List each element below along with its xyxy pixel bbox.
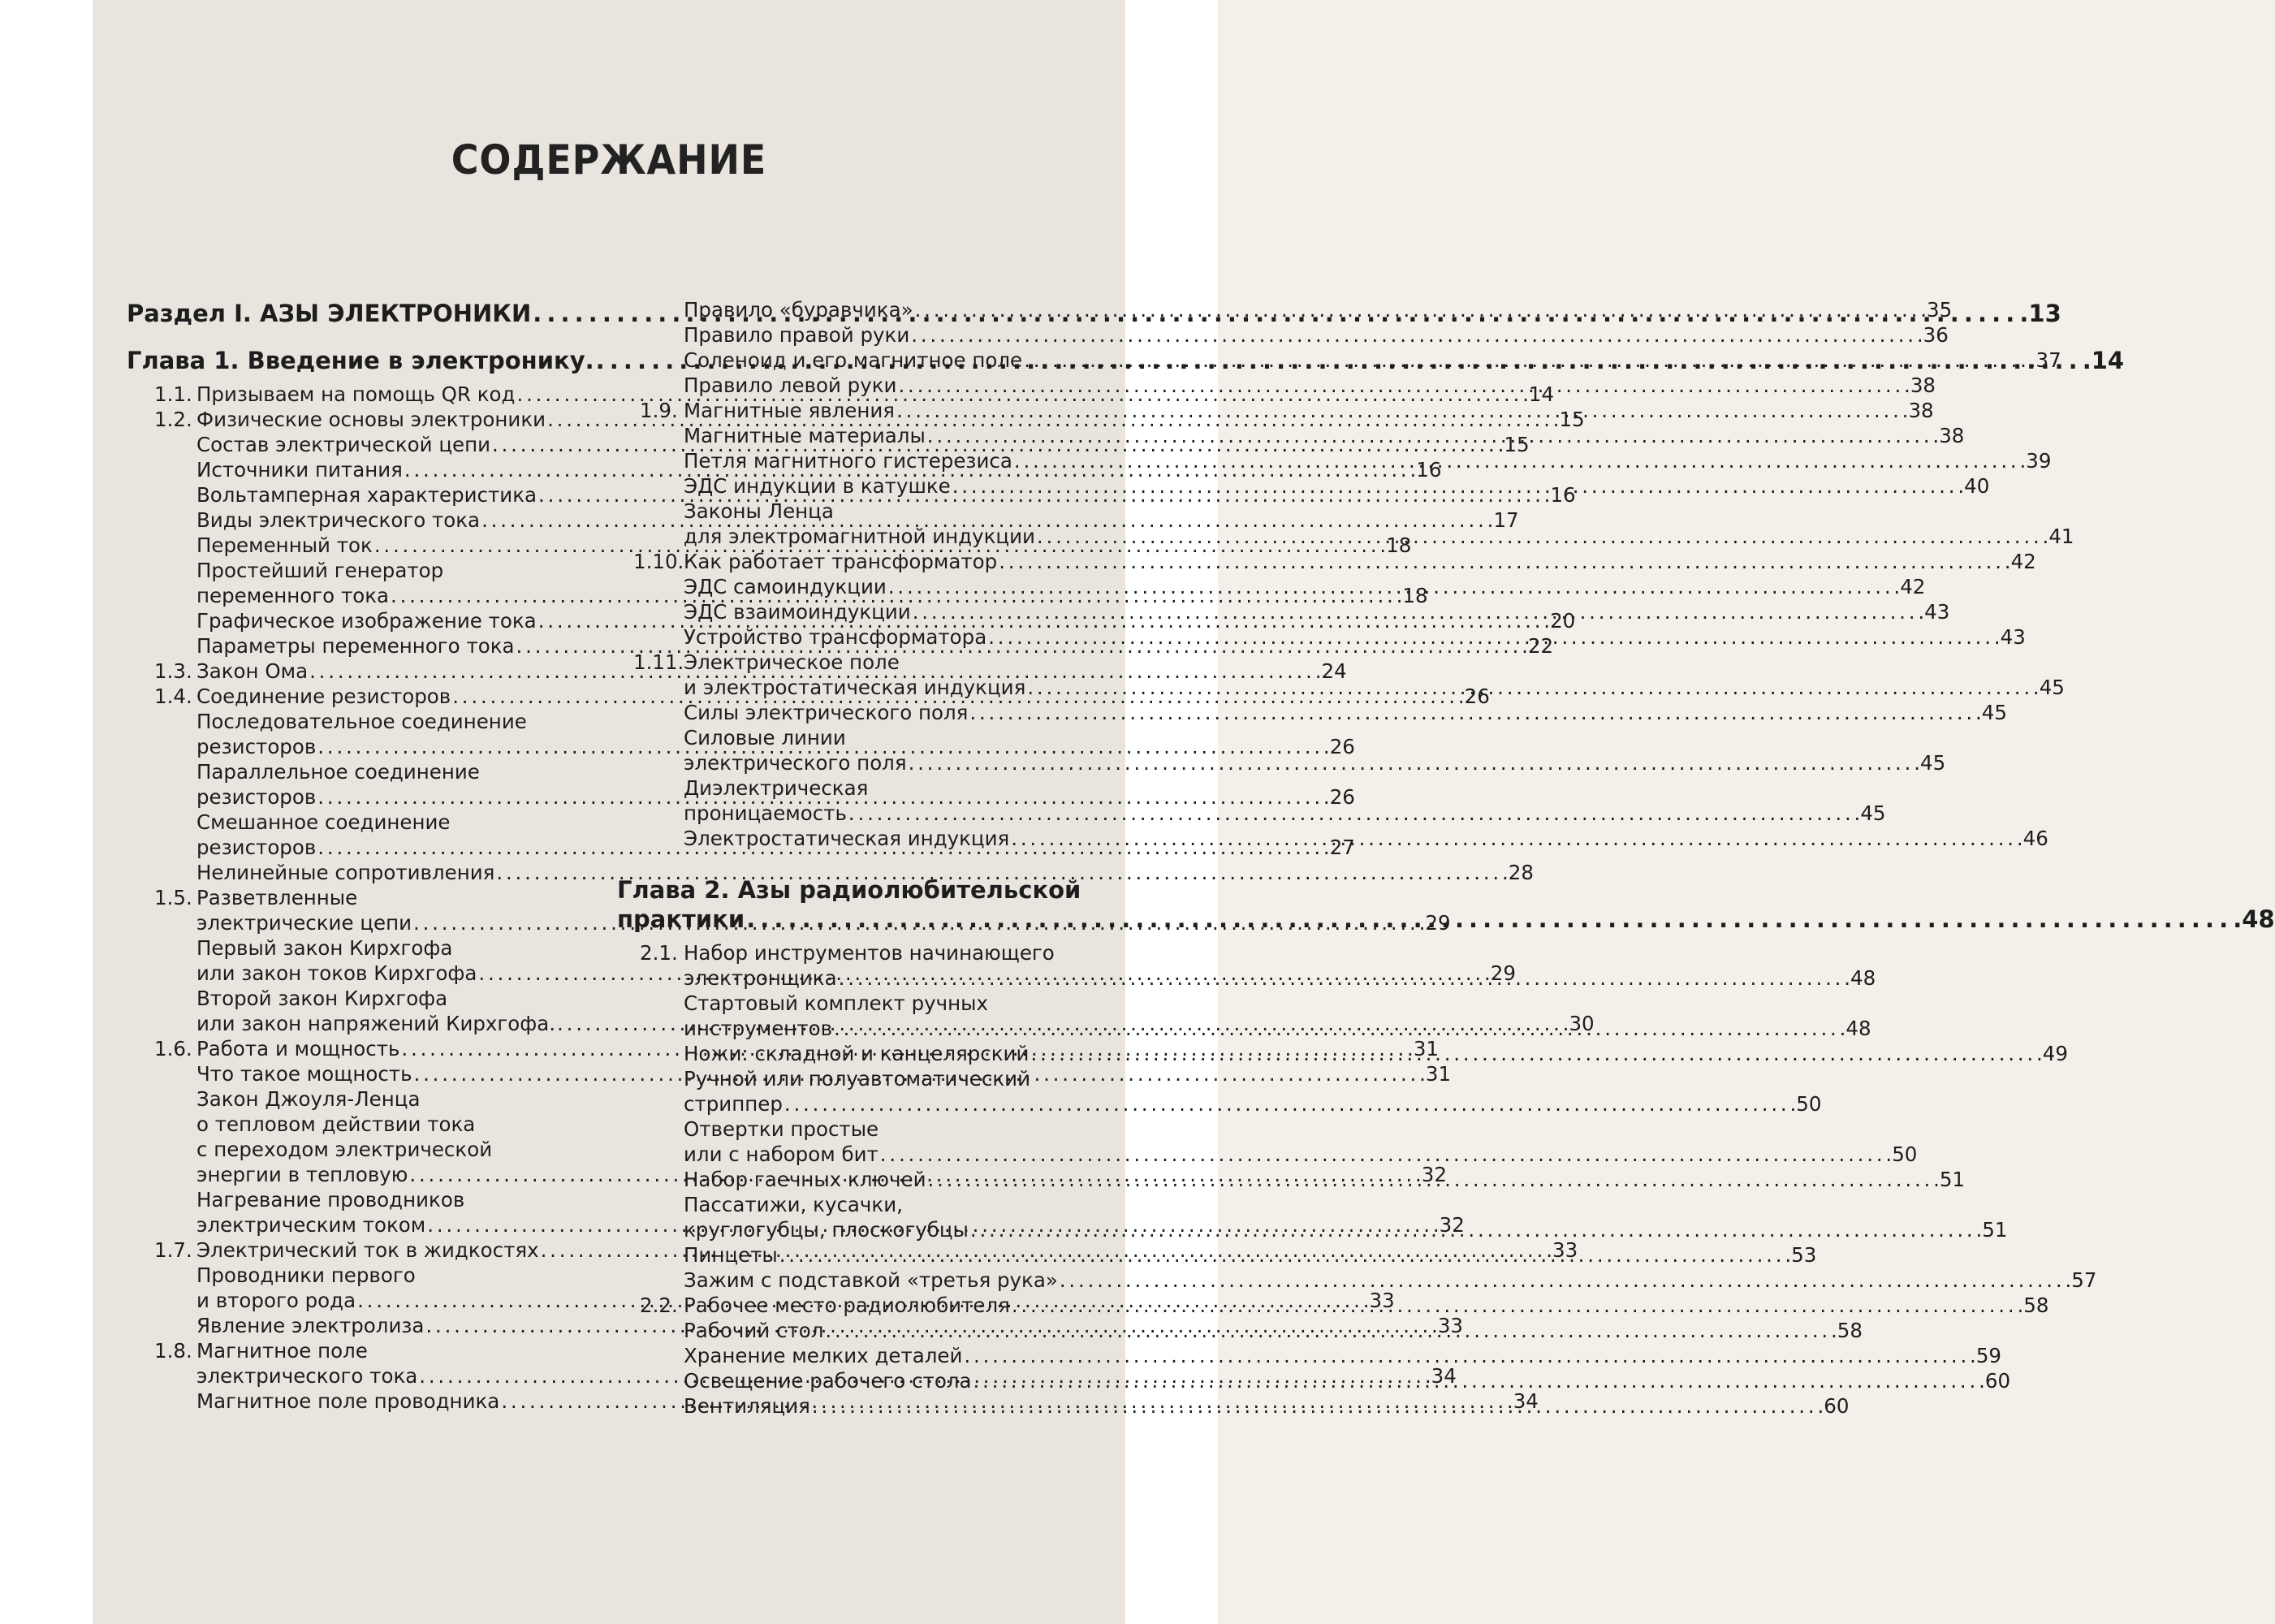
toc-label-line: Пассатижи, кусачки, [684, 1193, 903, 1216]
toc-page-number: 31 [1425, 1062, 1452, 1086]
toc-entry-body [684, 1343, 2001, 1368]
leader-dots [1011, 826, 2021, 851]
toc-label: или закон напряжений Кирхгофа. [196, 1012, 556, 1035]
toc-row [684, 1268, 2097, 1293]
toc-label: Рабочее место радиолюбителя [684, 1294, 1010, 1317]
toc-number: 1.10. [633, 550, 684, 573]
toc-label: и электростатическая индукция [684, 676, 1026, 699]
toc-subsection [617, 549, 2036, 574]
toc-label-line: Нагревание проводников [196, 1188, 465, 1212]
toc-label: Состав электрической цепи [196, 433, 491, 456]
toc-label: Нелинейные сопротивления [196, 861, 495, 884]
toc-number: 1.1. [154, 382, 192, 406]
toc-page-number: 45 [2039, 676, 2065, 699]
toc-page-number: 40 [1964, 474, 1990, 498]
toc-label: круглогубцы, плоскогубцы [684, 1218, 969, 1242]
toc-label: Электрический ток в жидкостях [196, 1238, 539, 1262]
toc-number: 1.5. [154, 886, 192, 909]
toc-page-number: 27 [1329, 836, 1355, 859]
toc-page-number: 48 [2242, 905, 2275, 933]
toc-label-line: Параллельное соединение [196, 760, 480, 784]
leader-dots [825, 1318, 1835, 1343]
toc-number: 1.3. [154, 659, 192, 683]
toc-label: Силы электрического поля [684, 701, 969, 724]
toc-page-number: 58 [2023, 1294, 2049, 1317]
toc-page-number: 41 [2048, 525, 2074, 548]
toc-label: Физические основы электроники [196, 408, 546, 431]
toc-label: практики [617, 905, 745, 933]
toc-label-line: Отвертки простые [684, 1117, 879, 1141]
toc-topic [617, 297, 1953, 322]
toc-entry [617, 700, 2007, 725]
leader-dots [1060, 1268, 2070, 1293]
leader-dots [784, 1091, 1794, 1116]
leader-dots [964, 1343, 1974, 1368]
toc-row [684, 549, 2036, 574]
toc-label: или с набором бит [684, 1142, 878, 1166]
toc-label: Набор гаечных ключей [684, 1168, 926, 1191]
toc-page-number: 49 [2042, 1042, 2068, 1065]
toc-topic [617, 1343, 2001, 1368]
toc-label: Вентиляция [684, 1394, 810, 1418]
toc-label: Виды электрического тока [196, 508, 481, 532]
toc-page-number: 20 [1550, 609, 1576, 633]
toc-entry-body [196, 860, 1534, 885]
toc-entry-body [684, 322, 1949, 348]
leader-dots [909, 750, 1919, 775]
toc-page-number: 39 [2026, 449, 2052, 473]
toc-page-number: 43 [2000, 625, 2026, 649]
toc-label: Источники питания [196, 458, 403, 482]
toc-label: для электромагнитной индукции [684, 525, 1035, 548]
toc-page-number: 37 [2035, 348, 2061, 372]
toc-label-line: Стартовый комплект ручных [684, 991, 988, 1015]
toc-page-number: 57 [2071, 1268, 2097, 1292]
toc-page-number: 51 [1982, 1218, 2008, 1242]
toc-page-number: 29 [1425, 911, 1451, 935]
toc-label: Устройство трансформатора [684, 625, 987, 649]
toc-topic [617, 348, 2061, 373]
toc-page-number: 45 [1981, 701, 2007, 724]
leader-dots [988, 624, 1998, 650]
toc-label: проницаемость [684, 801, 847, 825]
toc-label-line: Второй закон Кирхгофа [196, 987, 448, 1010]
leader-dots [973, 1368, 1983, 1393]
toc-label: Ножи: складной и канцелярский [684, 1042, 1030, 1065]
toc-label: резисторов [196, 785, 317, 809]
toc-page-number: 26 [1329, 735, 1355, 758]
toc-entry [617, 549, 2036, 574]
toc-page-number: 24 [1321, 659, 1347, 683]
toc-number: 1.11. [633, 650, 684, 674]
toc-label: Правило «буравчика» [684, 298, 913, 322]
toc-label: Хранение мелких деталей [684, 1344, 963, 1367]
leader-dots [779, 1242, 1789, 1268]
toc-row [684, 750, 1946, 775]
toc-label: Магнитные явления [684, 399, 896, 422]
toc-page-number: 16 [1550, 483, 1576, 507]
leader-dots [952, 473, 1962, 499]
toc-page-number: 28 [1508, 861, 1534, 884]
toc-label-line: Последовательное соединение [196, 710, 527, 733]
toc-row [684, 801, 1886, 826]
toc-label: Параметры переменного тока [196, 634, 515, 658]
toc-page-number: 46 [2022, 827, 2048, 850]
toc-topic [617, 700, 2007, 725]
toc-label-line: Магнитное поле [196, 1339, 368, 1363]
toc-label-line: Первый закон Кирхгофа [196, 936, 453, 960]
leader-dots [898, 373, 1908, 398]
toc-label: электрическим током [196, 1213, 426, 1237]
toc-page-number: 45 [1860, 801, 1886, 825]
toc-page-number: 17 [1493, 508, 1519, 532]
leader-dots [928, 1167, 1938, 1192]
toc-page-number: 16 [1416, 458, 1442, 482]
toc-entry-body [684, 700, 2007, 725]
leader-dots [927, 423, 1937, 448]
leader-dots [1037, 524, 2047, 549]
toc-label-line: Проводники первого [196, 1263, 416, 1287]
toc-page-number: 38 [1910, 374, 1936, 397]
toc-entry-body [684, 1268, 2097, 1293]
toc-label-line: Набор инструментов начинающего [684, 941, 1055, 965]
leader-dots [1014, 448, 2024, 473]
toc-page-number: 58 [1837, 1319, 1863, 1342]
toc-page-number: 32 [1421, 1163, 1447, 1186]
toc-page-number: 48 [1850, 966, 1876, 990]
toc-label: электрические цепи [196, 911, 412, 935]
leader-dots [834, 1016, 1844, 1041]
page-margin-left [0, 0, 93, 1624]
leader-dots [913, 599, 1923, 624]
toc-topic [127, 860, 1534, 885]
toc-topic [617, 322, 1949, 348]
toc-label-line: с переходом электрической [196, 1138, 493, 1161]
toc-label: инструментов [684, 1017, 833, 1040]
toc-label-line: Смешанное соединение [196, 810, 451, 834]
toc-label: Электростатическая индукция [684, 827, 1010, 850]
toc-label-line: Глава 2. Азы радиолюбительской [617, 876, 1081, 904]
toc-label-line: Закон Джоуля-Ленца [196, 1087, 421, 1111]
leader-dots [812, 1393, 1822, 1419]
leader-dots [848, 801, 1858, 826]
toc-page-number: 13 [2028, 300, 2061, 327]
toc-entry [617, 1116, 1918, 1167]
toc-page-number: 33 [1552, 1238, 1578, 1262]
toc-label: Вольтамперная характеристика [196, 483, 537, 507]
toc-label: Правило левой руки [684, 374, 897, 397]
toc-entry-body [684, 1116, 1918, 1167]
leader-dots [911, 322, 1921, 348]
toc-page-number: 14 [1528, 382, 1555, 406]
toc-page-number: 26 [1464, 685, 1490, 708]
toc-label: Соединение резисторов [196, 685, 451, 708]
toc-label: электрического поля [684, 751, 907, 775]
toc-label: Призываем на помощь QR код [196, 382, 516, 406]
toc-label: Раздел I. АЗЫ ЭЛЕКТРОНИКИ [127, 300, 532, 327]
toc-page-number: 43 [1924, 600, 1950, 624]
toc-row [684, 1091, 1822, 1116]
toc-entry [617, 297, 1953, 322]
toc-label: энергии в тепловую [196, 1163, 408, 1186]
toc-page-number: 30 [1569, 1012, 1595, 1035]
toc-label: резисторов [196, 836, 317, 859]
toc-entry-body [684, 348, 2061, 373]
leader-dots [888, 574, 1898, 599]
leader-dots [1030, 1041, 2040, 1066]
toc-entry [617, 1343, 2001, 1368]
toc-label: Магнитное поле проводника [196, 1389, 500, 1413]
toc-page-number: 22 [1527, 634, 1554, 658]
toc-label-line: Простейший генератор [196, 559, 444, 582]
toc-page-number: 14 [2091, 347, 2125, 374]
leader-dots [915, 297, 1925, 322]
toc-label: Графическое изображение тока [196, 609, 537, 633]
toc-label-line: Законы Ленца [684, 499, 834, 523]
leader-dots [970, 1217, 1980, 1242]
toc-label-line: Ручной или полуавтоматический [684, 1067, 1030, 1091]
leader-dots [1012, 1293, 2022, 1318]
toc-page-number: 31 [1413, 1037, 1439, 1060]
toc-label-line: Силовые линии [684, 726, 846, 749]
toc-number: 2.1. [640, 941, 678, 965]
leader-dots [896, 398, 1906, 423]
toc-page-number: 42 [1900, 575, 1926, 598]
toc-label: Освещение рабочего стола [684, 1369, 972, 1393]
leader-dots [999, 549, 2009, 574]
toc-number: 1.7. [154, 1238, 192, 1262]
toc-label: ЭДС индукции в катушке [684, 474, 951, 498]
toc-page-number: 53 [1791, 1243, 1817, 1267]
toc-page-number: 35 [1926, 298, 1953, 322]
toc-entry [127, 860, 1534, 885]
toc-label: Соленоид и его магнитное поле [684, 348, 1023, 372]
toc-entry [617, 322, 1949, 348]
toc-number: 1.6. [154, 1037, 192, 1060]
toc-label: ЭДС самоиндукции [684, 575, 887, 598]
toc-label: Закон Ома [196, 659, 309, 683]
toc-page-number: 50 [1796, 1092, 1822, 1116]
toc-page-number: 48 [1845, 1017, 1871, 1040]
toc-label: Как работает трансформатор [684, 550, 998, 573]
toc-label-line: Диэлектрическая [684, 776, 869, 800]
toc-label: резисторов [196, 735, 317, 758]
toc-entry-body [684, 549, 2036, 574]
toc-page-number: 26 [1329, 785, 1355, 809]
toc-page-number: 59 [1975, 1344, 2001, 1367]
toc-page-number: 38 [1939, 424, 1965, 447]
toc-entry-body [684, 297, 1953, 322]
toc-label: Пинцеты [684, 1243, 778, 1267]
toc-page-number: 42 [2010, 550, 2036, 573]
toc-row [684, 322, 1949, 348]
toc-row [684, 297, 1953, 322]
toc-page-number: 51 [1939, 1168, 1966, 1191]
toc-number: 1.8. [154, 1339, 192, 1363]
toc-number: 2.2. [640, 1294, 678, 1317]
page-title: СОДЕРЖАНИЕ [451, 136, 767, 184]
toc-label: Зажим с подставкой «третья рука» [684, 1268, 1058, 1292]
toc-label: Что такое мощность [196, 1062, 412, 1086]
toc-label-line: Разветвленные [196, 886, 358, 909]
toc-entry [617, 1268, 2097, 1293]
toc-label: Работа и мощность [196, 1037, 400, 1060]
leader-dots [969, 700, 1979, 725]
toc-label: переменного тока [196, 584, 390, 607]
toc-page-number: 50 [1892, 1142, 1918, 1166]
toc-label-line: о тепловом действии тока [196, 1112, 476, 1136]
toc-page-number: 18 [1386, 533, 1412, 557]
toc-page-number: 18 [1402, 584, 1428, 607]
toc-number: 1.2. [154, 408, 192, 431]
toc-page-number: 15 [1559, 408, 1585, 431]
toc-label: Явление электролиза [196, 1314, 425, 1337]
toc-row [684, 700, 2007, 725]
toc-topic [617, 1116, 1918, 1167]
toc-row [684, 1343, 2001, 1368]
toc-page-number: 29 [1490, 961, 1516, 985]
toc-label: Правило правой руки [684, 323, 910, 347]
leader-dots [1024, 348, 2034, 373]
toc-page-number: 33 [1437, 1314, 1463, 1337]
toc-label: электрического тока [196, 1364, 418, 1388]
toc-label: Рабочий стол [684, 1319, 824, 1342]
toc-label: Магнитные материалы [684, 424, 926, 447]
toc-row [684, 348, 2061, 373]
leader-dots [880, 1142, 1890, 1167]
toc-entry [617, 348, 2061, 373]
toc-page-number: 38 [1908, 399, 1934, 422]
toc-label: Глава 1. Введение в электронику. [127, 347, 594, 374]
toc-page-number: 33 [1369, 1289, 1395, 1312]
toc-label: стриппер [684, 1092, 783, 1116]
toc-label: электронщика [684, 966, 837, 990]
toc-page-number: 15 [1504, 433, 1530, 456]
toc-row [684, 1142, 1918, 1167]
toc-number: 1.4. [154, 685, 192, 708]
toc-label: Петля магнитного гистерезиса [684, 449, 1012, 473]
toc-label: или закон токов Кирхгофа [196, 961, 477, 985]
toc-page-number: 36 [1923, 323, 1949, 347]
toc-page-number: 34 [1513, 1389, 1539, 1413]
leader-dots [1027, 675, 2037, 700]
toc-row [196, 860, 1534, 885]
toc-page-number: 60 [1984, 1369, 2011, 1393]
toc-label-line: Электрическое поле [684, 650, 900, 674]
toc-topic [617, 1268, 2097, 1293]
toc-page-number: 60 [1824, 1394, 1850, 1418]
toc-label: и второго рода [196, 1289, 356, 1312]
toc-label: ЭДС взаимоиндукции [684, 600, 911, 624]
leader-dots [839, 965, 1849, 991]
toc-label: Переменный ток [196, 533, 373, 557]
leader-dots [746, 905, 2240, 934]
toc-number: 1.9. [640, 399, 678, 422]
toc-page-number: 32 [1439, 1213, 1465, 1237]
toc-page-number: 34 [1431, 1364, 1457, 1388]
toc-page-number: 45 [1919, 751, 1946, 775]
